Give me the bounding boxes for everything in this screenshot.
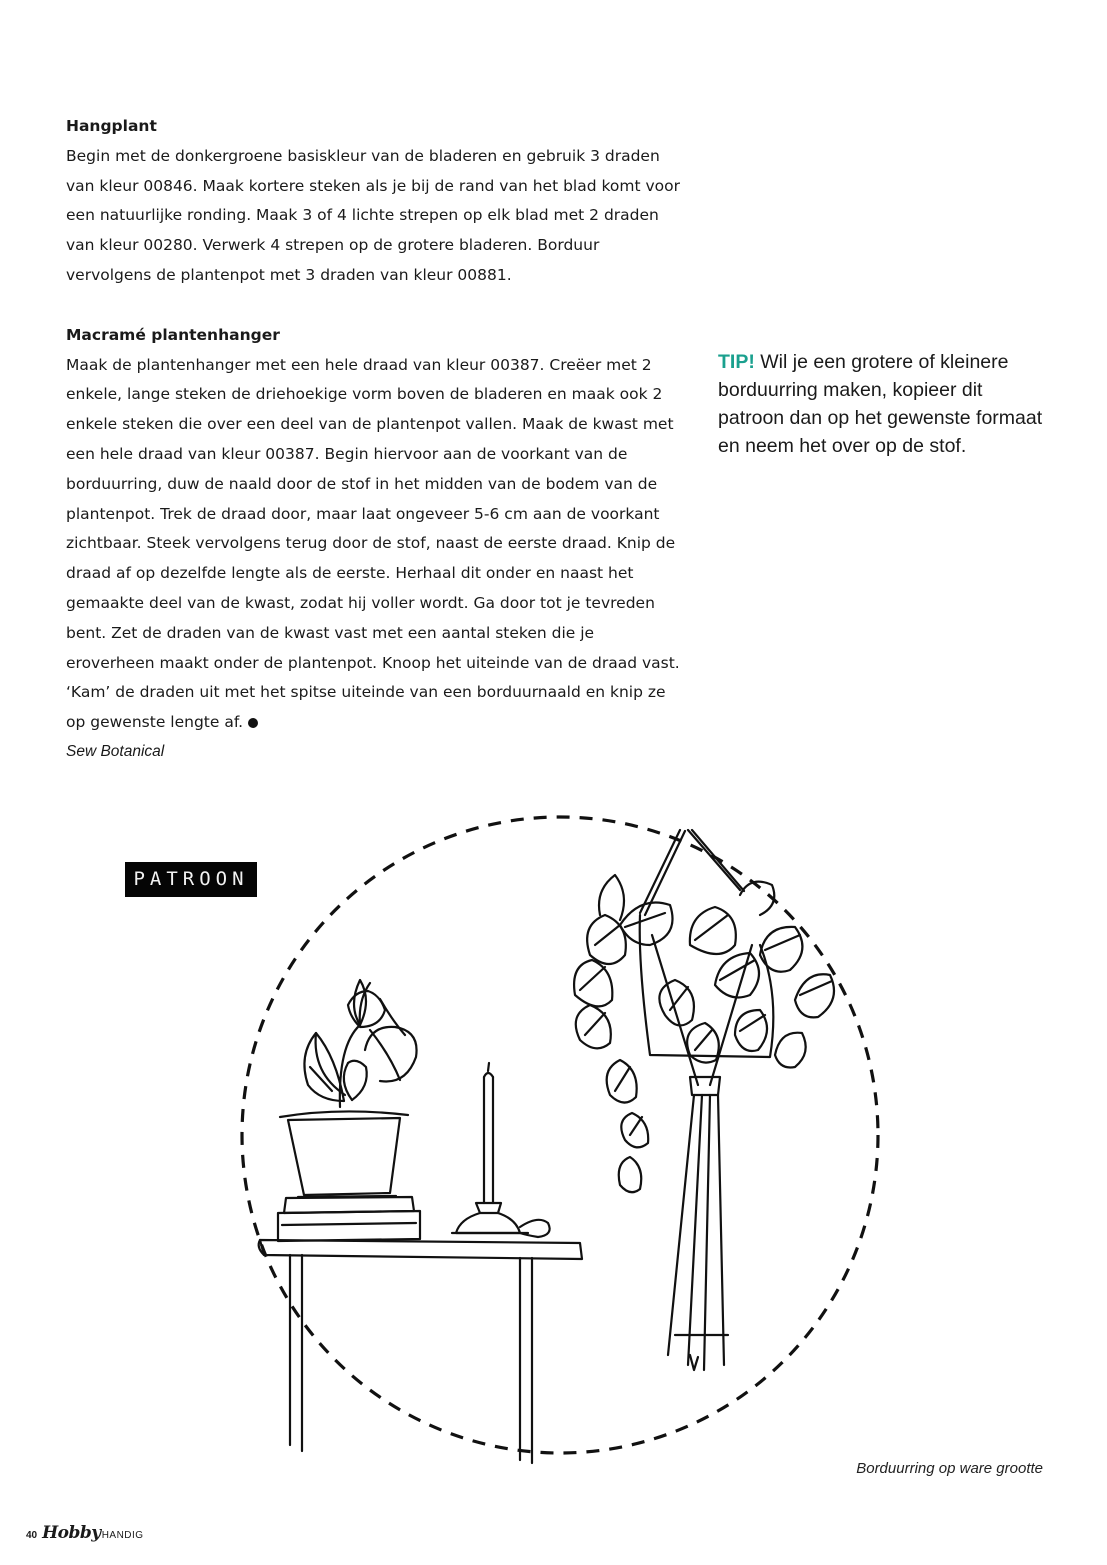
- magazine-logo-handig: HANDIG: [101, 1530, 144, 1541]
- macrame-body-text: Maak de plantenhanger met een hele draad van kleur 00387. Creëer met 2 enkele, lange steken de driehoekige vorm boven de bladeren en maak ook 2 enkele steken die over een deel van de plantenpot vallen. Maak de kwast met een hele draad van kleur 00387. Begin hiervoor aan de voorkant van de borduurring, duw de naald door de stof in het midden van de bodem van de plantenpot. Trek de draad door, maar laat ongeveer 5-6 cm aan de voorkant zichtbaar. Steek vervolgens terug door de stof, naast de eerste draad. Knip de draad af op dezelfde lengte als de eerste. Herhaal dit onder en naast het gemaakte deel van de kwast, zodat hij voller wordt. Ga door tot je tevreden bent. Zet de draden van de kwast vast met een aantal steken die je eroverheen maakt onder de plantenpot. Knoop het uiteinde van de draad vast. ‘Kam’ de draden uit met het spitse uiteinde van een borduurnaald en knip ze op gewenste lengte af.: [66, 355, 680, 732]
- pattern-badge: PATROON: [125, 862, 257, 897]
- section-body-hangplant: Begin met de donkergroene basiskleur van de bladeren en gebruik 3 draden van kleur 00846. Maak kortere steken als je bij de rand van het blad komt voor een natuurlijke ronding. Maak 3 of 4 lichte strepen op elk blad met 2 draden van kleur 00280. Verwerk 4 strepen op de grotere bladeren. Borduur vervolgens de plantenpot met 3 draden van kleur 00881.: [66, 146, 681, 284]
- section-body-macrame: [66, 351, 686, 738]
- end-bullet-icon: [248, 718, 258, 728]
- embroidery-pattern-illustration: [220, 795, 900, 1475]
- books-drawing: [278, 1197, 420, 1241]
- candlestick-drawing: [452, 1063, 550, 1237]
- pattern-caption: Borduurring op ware grootte: [856, 1460, 1043, 1477]
- source-credit: Sew Botanical: [66, 742, 165, 760]
- page-footer: [26, 1523, 144, 1549]
- page-number: 40: [26, 1530, 38, 1541]
- magazine-logo-hobby: Hobby: [42, 1523, 101, 1543]
- tip-box: [718, 348, 1048, 460]
- hanging-plant-leaves-drawing: [574, 875, 834, 1192]
- small-potted-plant-drawing: [280, 980, 417, 1197]
- tip-text: Wil je een grotere of kleinere borduurring maken, kopieer dit patroon dan op het gewenste formaat en neem het over op de stof.: [718, 351, 1043, 457]
- section-heading-macrame: Macramé plantenhanger: [66, 325, 280, 344]
- tip-label: TIP!: [718, 351, 755, 373]
- hoop-outline-dashed: [242, 817, 878, 1453]
- section-heading-hangplant: Hangplant: [66, 117, 157, 135]
- table-drawing: [259, 1240, 582, 1463]
- article-text: [66, 112, 686, 764]
